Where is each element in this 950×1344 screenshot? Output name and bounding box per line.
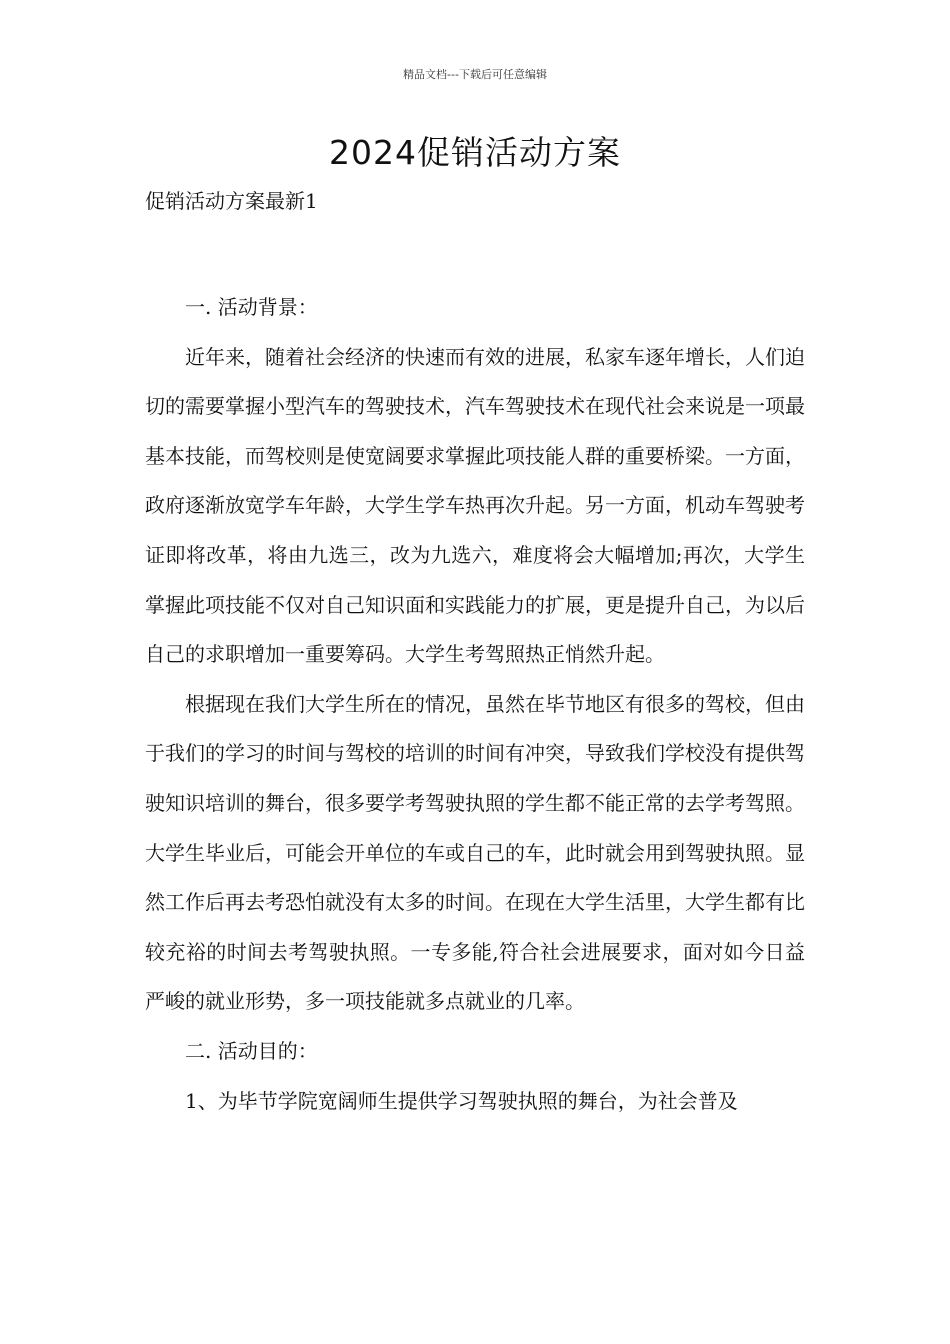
paragraph-background-2: 根据现在我们大学生所在的情况，虽然在毕节地区有很多的驾校，但由于我们的学习的时间与驾校的培训的时间有冲突，导致我们学校没有提供驾驶知识培训的舞台，很多要学考驾驶执照的学生都不能正常的去学考驾照。大学生毕业后，可能会开单位的车或自己的车，此时就会用到驾驶执照。显然工作后再去考恐怕就没有太多的时间。在现在大学生活里，大学生都有比较充裕的时间去考驾驶执照。一专多能,符合社会进展要求，面对如今日益严峻的就业形势，多一项技能就多点就业的几率。 [145, 691, 805, 1014]
paragraph-background-1: 近年来，随着社会经济的快速而有效的进展，私家车逐年增长，人们迫切的需要掌握小型汽车的驾驶技术，汽车驾驶技术在现代社会来说是一项最基本技能，而驾校则是使宽阔要求掌握此项技能人群的重要桥梁。一方面，政府逐渐放宽学车年龄，大学生学车热再次升起。另一方面，机动车驾驶考证即将改革，将由九选三，改为九选六，难度将会大幅增加;再次，大学生掌握此项技能不仅对自己知识面和实践能力的扩展，更是提升自己，为以后自己的求职增加一重要筹码。大学生考驾照热正悄然升起。 [145, 344, 805, 667]
header-note: 精品文档---下载后可任意编辑 [403, 68, 547, 81]
section-heading-background: 一. 活动背景： [185, 295, 318, 319]
document-title: 2024促销活动方案 [329, 133, 621, 172]
section-heading-purpose: 二. 活动目的： [185, 1038, 318, 1063]
document-subtitle: 促销活动方案最新1 [145, 189, 318, 213]
paragraph-purpose-1: 1、为毕节学院宽阔师生提供学习驾驶执照的舞台，为社会普及 [185, 1088, 738, 1113]
document-body [145, 283, 805, 1126]
